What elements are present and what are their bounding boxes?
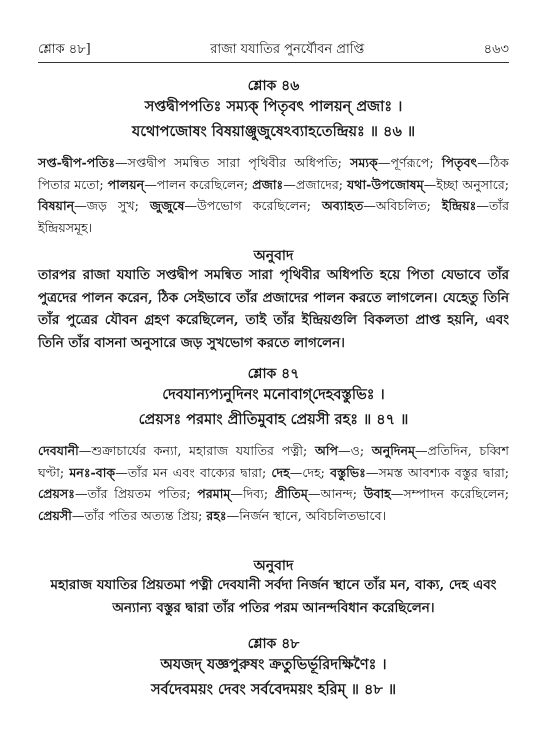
gloss-definition: —অবিচলিত;: [363, 198, 442, 213]
verse-46-sanskrit: [38, 94, 509, 144]
verse-48-sanskrit: [38, 652, 509, 702]
gloss-term: অনুদিনম্: [371, 443, 415, 458]
gloss-term: সপ্ত-দ্বীপ-পতিঃ: [38, 155, 116, 170]
gloss-definition: —প্রতিদিন, চব্বিশ ঘণ্টা;: [38, 443, 509, 480]
gloss-definition: —নির্জন স্থানে, অবিচলিতভাবে।: [226, 507, 387, 523]
verse-47-translation: মহারাজ যযাতির প্রিয়তমা পত্নী দেবযানী সর্বদা নির্জন স্থানে তাঁর মন, বাক্য, দেহ এবং অন্যান্য বস্তুর দ্বারা তাঁর পতির পরম আনন্দবিধান করেছিলেন।: [50, 577, 497, 616]
gloss-definition: —জড় সুখ;: [74, 198, 150, 213]
verse-line: সপ্তদ্বীপপতিঃ সম্যক্ পিতৃবৎ পালয়ন্ প্রজাঃ ।: [144, 98, 403, 115]
gloss-definition: —শুক্রাচার্যের কন্যা, মহারাজ যযাতির পত্নী;: [78, 443, 315, 458]
running-header: [38, 40, 509, 60]
page-number: ৪৬৩: [483, 41, 509, 57]
gloss-term: মনঃ-বাক্: [69, 464, 116, 480]
verse-line: অযজদ্ যজ্ঞপুরুষং ক্রতুভির্ভূরিদক্ষিণৈঃ ।: [160, 656, 387, 673]
gloss-term: দেহ: [271, 464, 290, 480]
gloss-definition: —তাঁর প্রিয়তম পতির;: [74, 486, 198, 501]
verse-line: সর্বদেবময়ং দেবং সর্ববেদময়ং হরিম্ ॥ ৪৮ ॥: [150, 681, 397, 698]
gloss-term: জুজুষে: [149, 198, 185, 213]
gloss-definition: —ও;: [338, 443, 372, 458]
gloss-definition: —আনন্দ;: [307, 486, 364, 501]
gloss-term: পরমাম্: [197, 486, 231, 501]
gloss-term: বিষয়ান্: [38, 198, 75, 213]
gloss-term: দেবযানী: [38, 443, 79, 458]
header-verse-ref: শ্লোক ৪৮]: [38, 41, 91, 57]
verse-48-heading: শ্লোক ৪৮: [247, 636, 300, 652]
gloss-term: উবাহ: [363, 486, 391, 501]
gloss-term: প্রেয়সী: [38, 507, 72, 523]
gloss-definition: —তাঁর ইন্দ্রিয়সমূহ।: [38, 198, 510, 235]
translation-heading: অনুবাদ: [253, 248, 294, 264]
gloss-definition: —ইচ্ছা অনুসারে;: [423, 176, 509, 192]
gloss-definition: —পালন করেছিলেন;: [144, 176, 253, 192]
gloss-definition: —সপ্তদ্বীপ সমন্বিত সারা পৃথিবীর অধিপতি;: [115, 155, 351, 170]
gloss-term: প্রজাঃ: [252, 176, 284, 192]
verse-line: দেবযান্যপ্যনুদিনং মনোবাগ্‌দেহবস্তুভিঃ ।: [162, 386, 385, 403]
gloss-definition: —সমস্ত আবশ্যক বস্তুর দ্বারা;: [365, 464, 509, 480]
verse-46-translation: তারপর রাজা যযাতি সপ্তদ্বীপ সমন্বিত সারা পৃথিবীর অধিপতি হয়ে পিতা যেভাবে তাঁর পুত্রদের পালন করেন, ঠিক সেইভাবে তাঁর প্রজাদের পালন করতে লাগলেন। যেহেতু তিনি তাঁর পুত্রের যৌবন গ্রহণ করেছিলেন, তাই তাঁর ইন্দ্রিয়গুলি বিকলতা প্রাপ্ত হয়নি, এবং তিনি তাঁর বাসনা অনুসারে জড় সুখভোগ করতে লাগলেন।: [38, 267, 509, 351]
gloss-term: প্রেয়সঃ: [38, 486, 75, 501]
verse-line: প্রেয়সঃ পরমাং প্রীতিমুবাহ প্রেয়সী রহঃ ॥ ৪৭ ॥: [138, 411, 409, 428]
gloss-term: পালয়ন্: [107, 176, 145, 192]
header-chapter-title: রাজা যযাতির পুনর্যৌবন প্রাপ্তি: [210, 41, 365, 57]
verse-47-heading: শ্লোক ৪৭: [247, 366, 300, 382]
gloss-term: অপি: [314, 443, 339, 458]
gloss-definition: —তাঁর মন এবং বাক্যের দ্বারা;: [115, 464, 272, 480]
gloss-definition: —উপভোগ করেছিলেন;: [184, 198, 322, 213]
gloss-definition: —প্রজাদের;: [283, 176, 348, 192]
translation-heading: অনুবাদ: [253, 558, 294, 574]
verse-46-heading: শ্লোক ৪৬: [247, 78, 300, 94]
gloss-definition: —পূর্ণরূপে;: [377, 155, 442, 170]
verse-46-word-meanings: [38, 152, 509, 238]
header-divider: [38, 62, 509, 63]
gloss-term: পিতৃবৎ: [441, 155, 478, 170]
verse-47-sanskrit: [38, 382, 509, 432]
gloss-term: বস্তুভিঃ: [330, 464, 366, 480]
gloss-term: সম্যক্: [350, 155, 378, 170]
gloss-definition: —তাঁর পতির অত্যন্ত প্রিয়;: [71, 507, 207, 523]
verse-47-word-meanings: [38, 440, 509, 526]
gloss-definition: —দেহ;: [289, 464, 331, 480]
gloss-definition: —দিব্য;: [230, 486, 275, 501]
gloss-term: প্রীতিম্: [274, 486, 308, 501]
gloss-definition: —ঠিক পিতার মতো;: [38, 155, 509, 192]
verse-line: যথোপজোষং বিষয়াঞ্জুজুষেঽব্যাহতেন্দ্রিয়ঃ ॥ ৪৬ ॥: [131, 123, 416, 140]
gloss-term: রহঃ: [206, 507, 227, 523]
gloss-term: অব্যাহত: [322, 198, 364, 213]
gloss-term: যথা-উপজোষম্: [347, 176, 424, 192]
gloss-definition: —সম্পাদন করেছিলেন;: [390, 486, 509, 501]
gloss-term: ইন্দ্রিয়ঃ: [441, 198, 477, 213]
